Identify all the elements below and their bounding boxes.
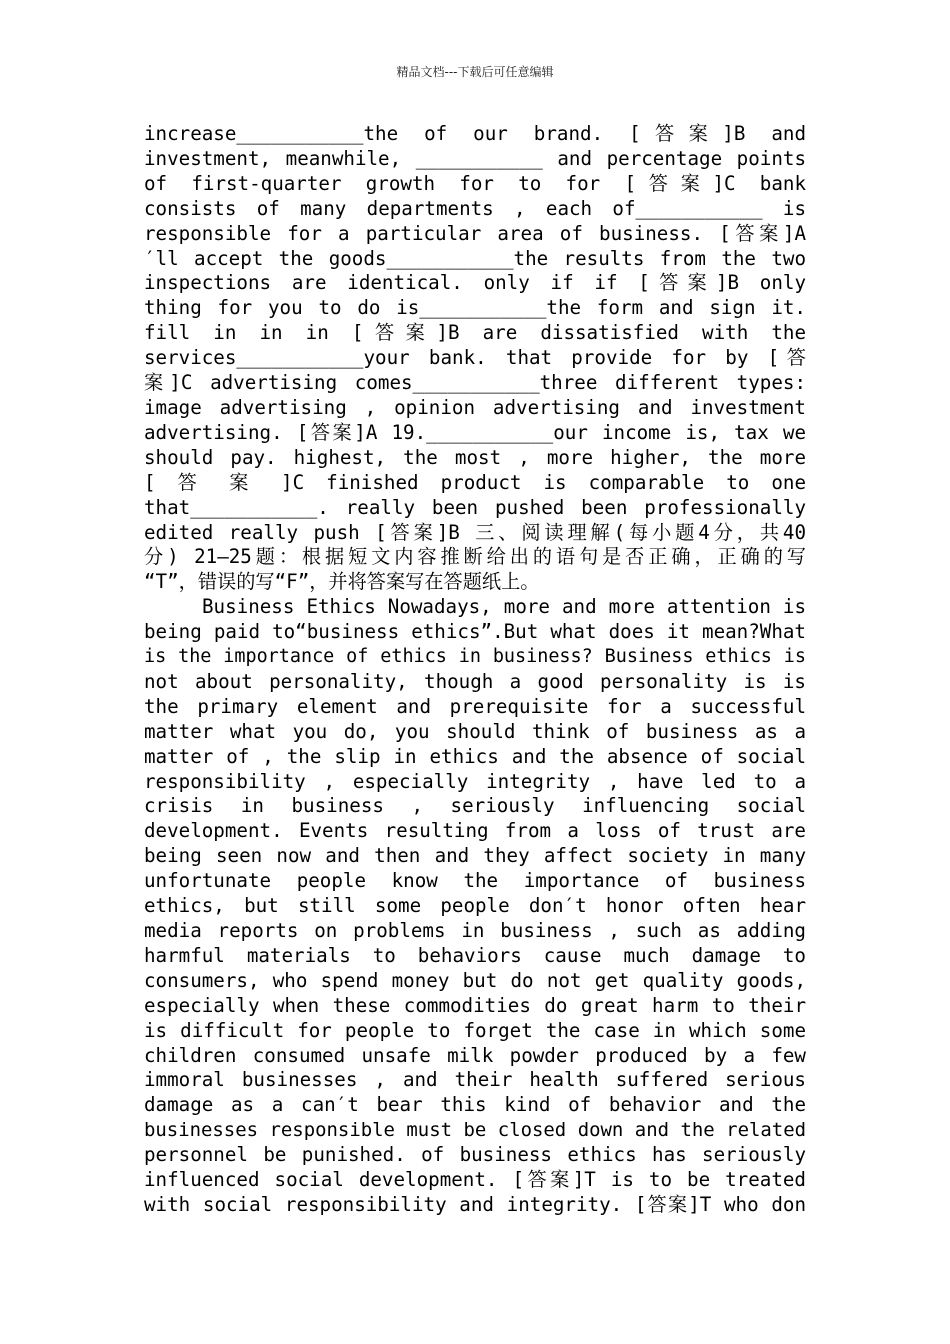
text-line: [ 答 案 ]C finished product is comparable to one [144, 470, 806, 494]
text-line: that___________. really been pushed been professionally [144, 495, 806, 519]
text-line: increase___________the of our brand. [答案]B and [144, 122, 806, 145]
text-line: is difficult for people to forget the case in which some [144, 1018, 806, 1042]
text-line: not about personality, though a good personality is is [144, 669, 806, 693]
text-line: consists of many departments , each of___________ is [144, 196, 806, 220]
text-line: unfortunate people know the importance of business [144, 869, 806, 893]
text-line: the primary element and prerequisite for a successful [144, 694, 806, 718]
text-line: image advertising , opinion advertising and investment [144, 395, 806, 419]
text-line: of first-quarter growth for to for [答案]C bank [144, 171, 806, 195]
text-line: media reports on problems in business , such as adding [144, 919, 806, 942]
text-line: 分) 21—25题：根据短文内容推断给出的语句是否正确，正确的写 [144, 545, 806, 569]
text-line: consumers, who spend money but do not get quality goods, [144, 968, 806, 992]
text-line: children consumed unsafe milk powder produced by a few [144, 1043, 806, 1067]
text-line: crisis in business , seriously influencing social [144, 794, 806, 818]
text-line: thing for you to do is___________the form and sign it. [144, 296, 806, 320]
text-line: businesses responsible must be closed down and the related [144, 1119, 806, 1142]
text-line: ethics, but still some people don′t honor often hear [144, 894, 806, 918]
text-line: advertising. [答案]A 19.___________our income is, tax we [144, 420, 806, 444]
text-line: is the importance of ethics in business? Business ethics is [144, 646, 806, 668]
text-line: services___________your bank. that provide for by [答 [144, 346, 806, 370]
text-line: especially when these commodities do great harm to their [144, 993, 806, 1017]
text-line: immoral businesses , and their health suffered serious [144, 1068, 806, 1092]
text-line: responsible for a particular area of business. [答案]A [144, 221, 806, 245]
page-header: 精品文档---下载后可任意编辑 [396, 65, 554, 79]
text-line: responsibility , especially integrity , have led to a [144, 769, 806, 793]
text-line: 案]C advertising comes___________three different types: [144, 371, 806, 395]
text-line: being seen now and then and they affect society in many [144, 844, 806, 868]
text-line: matter of , the slip in ethics and the absence of social [144, 744, 806, 768]
text-line: edited really push [答案]B 三、阅读理解(每小题4分，共40 [144, 520, 806, 544]
text-line: investment, meanwhile, ___________ and percentage points [144, 146, 806, 170]
text-line: inspections are identical. only if if [答案]B only [144, 271, 806, 295]
text-line: harmful materials to behaviors cause much damage to [144, 943, 806, 967]
text-line: matter what you do, you should think of business as a [144, 719, 806, 743]
text-line: fill in in in [答案]B are dissatisfied with the [144, 321, 806, 345]
text-line: ′ll accept the goods___________the results from the two [144, 246, 806, 270]
text-line: personnel be punished. of business ethics has seriously [144, 1143, 806, 1167]
text-line: with social responsibility and integrity. [答案]T who don [144, 1192, 806, 1216]
text-line: influenced social development. [答案]T is to be treated [144, 1168, 806, 1192]
text-line: “T”，错误的写“F”，并将答案写在答题纸上。 [144, 570, 540, 594]
text-line: development. Events resulting from a loss of trust are [144, 819, 806, 843]
text-line: should pay. highest, the most , more higher, the more [144, 445, 806, 469]
document-body [144, 122, 806, 1218]
text-line: being paid to“business ethics”.But what does it mean?What [144, 620, 806, 644]
passage-title-line: Business Ethics Nowadays, more and more attention is [202, 595, 806, 619]
text-line: damage as a can′t bear this kind of behavior and the [144, 1093, 806, 1117]
